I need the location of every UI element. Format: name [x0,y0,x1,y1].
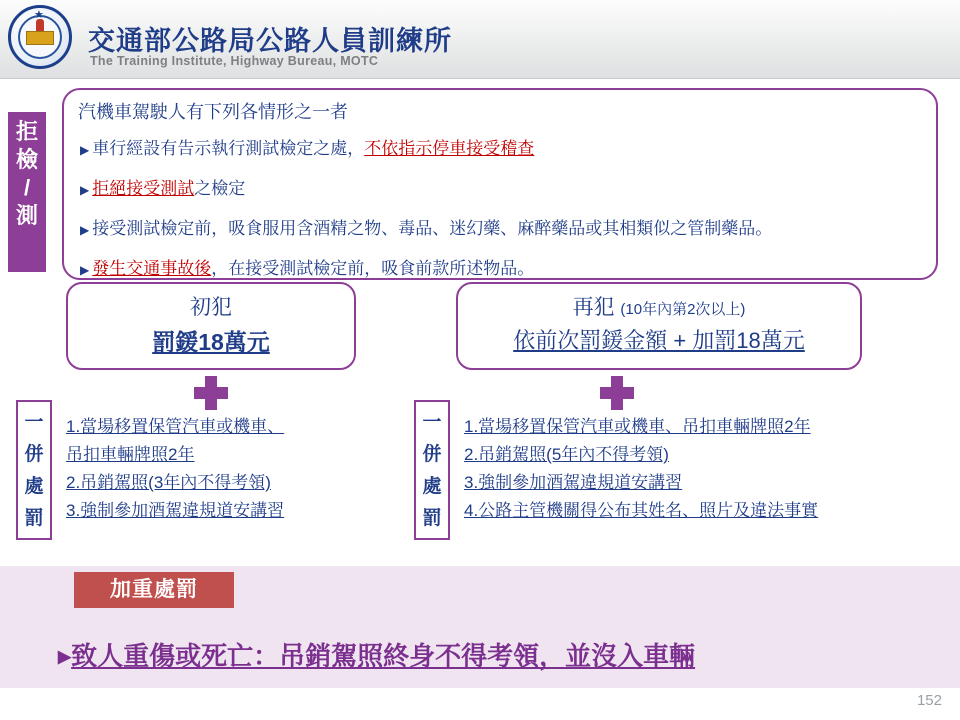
repeat-offense-detail-3 [464,468,682,493]
bullet-arrow-icon: ▶ [80,223,90,237]
first-offense-detail-1b-text: 吊扣車輛牌照2年 [66,445,195,464]
condition-item-3 [80,214,772,239]
category-label-char-4: 測 [15,203,38,228]
condition-item-2 [80,174,245,199]
condition-item-1-prefix: 車行經設有告示執行測試檢定之處， [92,139,365,158]
first-offense-detail-2-text: 2.吊銷駕照(3年內不得考領) [66,473,271,492]
first-offense-detail-3-text: 3.強制參加酒駕違規道安講習 [66,501,285,520]
combined-penalty-char-2: 併 [24,444,44,465]
repeat-offense-detail-2-text: 2.吊銷駕照(5年內不得考領) [464,445,669,464]
first-offense-detail-1-text: 1.當場移置保管汽車或機車、 [66,417,285,436]
category-label-char-2: 檢 [15,147,38,172]
first-offense-detail-3 [66,496,284,521]
penalty-repeat-offense-title [458,291,860,321]
category-label-char-3: / [23,175,31,200]
page-number: 152 [916,692,942,709]
penalty-first-offense-box [66,282,356,370]
condition-item-1-highlight: 不依指示停車接受稽查 [364,139,535,158]
penalty-repeat-offense-title-note: (10年內第2次以上) [620,301,746,318]
combined-penalty-char-3: 處 [422,476,442,497]
penalty-repeat-offense-amount: 依前次罰鍰金額 + 加罰18萬元 [513,328,805,353]
penalty-repeat-offense-box [456,282,862,370]
conditions-title: 汽機車駕駛人有下列各情形之一者 [78,102,348,122]
bullet-arrow-icon: ▶ [80,263,90,277]
page-header [0,0,960,79]
repeat-offense-detail-4-text: 4.公路主管機關得公布其姓名、照片及違法事實 [464,501,819,520]
bullet-arrow-icon: ▶ [80,183,90,197]
repeat-offense-detail-3-text: 3.強制參加酒駕違規道安講習 [464,473,683,492]
condition-item-2-highlight: 拒絕接受測試 [92,179,195,198]
condition-item-3-text: 接受測試檢定前，吸食服用含酒精之物、毒品、迷幻藥、麻醉藥品或其相類似之管制藥品。 [92,219,773,238]
category-label-char-1: 拒 [15,119,38,144]
plus-icon-left [194,376,228,410]
penalty-first-offense-title: 初犯 [190,296,232,319]
combined-penalty-char-4: 罰 [422,508,442,529]
combined-penalty-label-right [414,400,450,540]
plus-icon-right [600,376,634,410]
combined-penalty-char-1: 一 [422,412,442,433]
condition-item-4-highlight: 發生交通事故後 [92,259,212,278]
category-label-refusal [8,112,46,272]
header-title-en: The Training Institute, Highway Bureau, MOTC [90,54,379,68]
repeat-offense-detail-1-text: 1.當場移置保管汽車或機車、吊扣車輛牌照2年 [464,417,811,436]
combined-penalty-char-2: 併 [422,444,442,465]
combined-penalty-char-1: 一 [24,412,44,433]
header-title-zh: 交通部公路局公路人員訓練所 [88,26,452,56]
first-offense-detail-2 [66,468,271,493]
repeat-offense-detail-4 [464,496,818,521]
bullet-arrow-icon: ▶ [58,647,72,666]
institute-logo-icon: ★ [8,5,76,73]
repeat-offense-detail-2 [464,440,669,465]
first-offense-detail-1 [66,412,284,437]
bullet-arrow-icon: ▶ [80,143,90,157]
combined-penalty-char-4: 罰 [24,508,44,529]
aggravated-penalty-badge: 加重處罰 [74,572,234,608]
conditions-box [62,88,938,280]
combined-penalty-char-3: 處 [24,476,44,497]
penalty-first-offense-amount: 罰鍰18萬元 [152,329,270,355]
condition-item-2-suffix: 之檢定 [194,179,246,198]
aggravated-penalty-statement [58,636,695,673]
aggravated-penalty-text: 致人重傷或死亡：吊銷駕照終身不得考領，並沒入車輛 [71,641,696,671]
condition-item-1 [80,134,534,159]
first-offense-detail-1b [66,440,194,465]
condition-item-4 [80,254,534,279]
repeat-offense-detail-1 [464,412,811,437]
combined-penalty-label-left [16,400,52,540]
condition-item-4-suffix: ，在接受測試檢定前，吸食前款所述物品。 [211,259,535,278]
penalty-repeat-offense-title-main: 再犯 [572,296,615,319]
